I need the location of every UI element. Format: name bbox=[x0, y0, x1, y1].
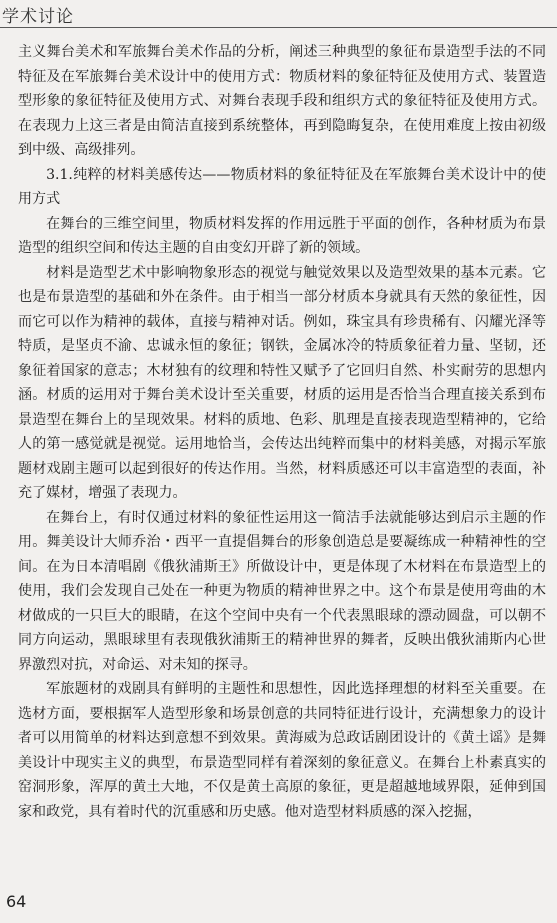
page-number: 64 bbox=[6, 892, 27, 911]
paragraph: 主义舞台美术和军旅舞台美术作品的分析，阐述三种典型的象征布景造型手法的不同特征及在军旅舞台美术设计中的使用方式：物质材料的象征特征及使用方式、装置造型形象的象征特征及使用方式、对舞台表现手段和组织方式的象征特征及使用方式。在表现力上这三者是由简洁直接到系统整体，再到隐晦复杂，在使用难度上按由初级到中级、高级排列。 bbox=[18, 44, 546, 158]
subsection-heading: 3.1.纯粹的材料美感传达——物质材料的象征特征及在军旅舞台美术设计中的使用方式 bbox=[18, 166, 546, 207]
section-title: 学术讨论 bbox=[2, 7, 74, 27]
paragraph: 在舞台的三维空间里，物质材料发挥的作用远胜于平面的创作，各种材质为布景造型的组织空间和传达主题的自由变幻开辟了新的领域。 bbox=[18, 215, 546, 256]
paragraph: 军旅题材的戏剧具有鲜明的主题性和思想性，因此选择理想的材料至关重要。在选材方面，要根据军人造型形象和场景创意的共同特征进行设计，充满想象力的设计者可以用简单的材料达到意想不到效果。黄海威为总政话剧团设计的《黄土谣》是舞美设计中现实主义的典型，布景造型同样有着深刻的象征意义。在舞台上朴素真实的窑洞形象，浑厚的黄土大地，不仅是黄土高原的象征，更是超越地域界限，延伸到国家和政党，具有着时代的沉重感和历史感。他对造型材料质感的深入挖掘， bbox=[18, 681, 546, 820]
running-header bbox=[0, 0, 557, 28]
paragraph: 在舞台上，有时仅通过材料的象征性运用这一简洁手法就能够达到启示主题的作用。舞美设计大师乔治・西平一直提倡舞台的形象创造总是要凝练成一种精神性的空间。在为日本清唱剧《俄狄浦斯王》所做设计中，更是体现了木材料在布景造型上的使用，我们会发现自己处在一种更为物质的精神世界之中。这个布景是使用弯曲的木材做成的一只巨大的眼睛，在这个空间中央有一个代表黑眼球的漂动圆盘，可以朝不同方向运动，黑眼球里有表现俄狄浦斯王的精神世界的舞者，反映出俄狄浦斯内心世界激烈对抗，对命运、对未知的探寻。 bbox=[18, 509, 546, 673]
paragraph: 材料是造型艺术中影响物象形态的视觉与触觉效果以及造型效果的基本元素。它也是布景造型的基础和外在条件。由于相当一部分材质本身就具有天然的象征性，因而它可以作为精神的载体，直接与精神对话。例如，珠宝具有珍贵稀有、闪耀光泽等特质，是坚贞不渝、忠诚永恒的象征；钢铁，金属冰冷的特质象征着力量、坚韧，还象征着国家的意志；木材独有的纹理和特性又赋予了它回归自然、朴实耐劳的思想内涵。材质的运用对于舞台美术设计至关重要，材质的运用是否恰当合理直接关系到布景造型在舞台上的呈现效果。材料的质地、色彩、肌理是直接表现造型精神的，它给人的第一感觉就是视觉。运用地恰当，会传达出纯粹而集中的材料美感，对揭示军旅题材戏剧主题可以起到很好的传达作用。当然，材料质感还可以丰富造型的表面，补充了媒材，增强了表现力。 bbox=[18, 264, 546, 501]
article-body bbox=[18, 40, 546, 824]
